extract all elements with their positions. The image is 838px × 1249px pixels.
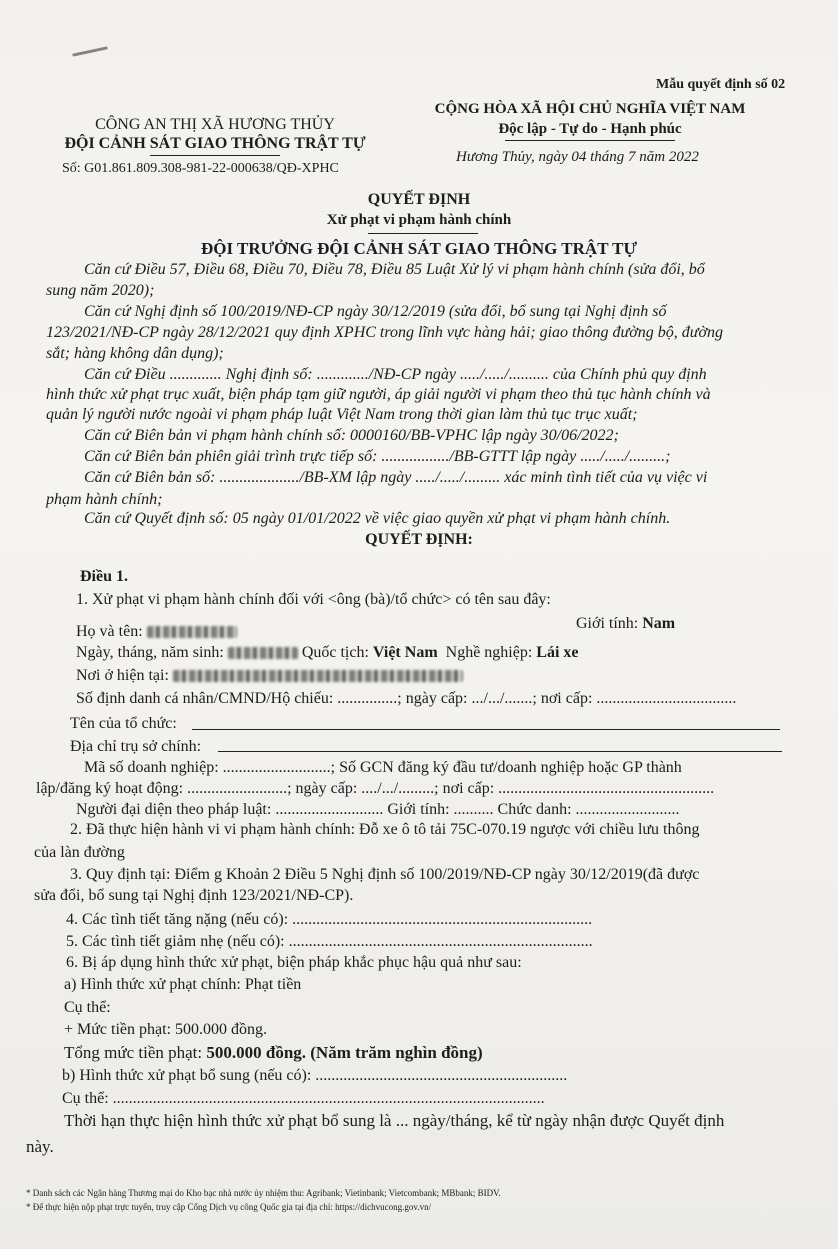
title-underline: [368, 233, 478, 234]
gender-value: Nam: [642, 615, 676, 632]
id-line: Số định danh cá nhân/CMND/Hộ chiếu: ...............; ngày cấp: .../.../.......; nơi cấp: ...................................: [76, 690, 737, 707]
item-2-line-2: của làn đường: [34, 844, 125, 861]
item-1: 1. Xử phạt vi phạm hành chính đối với <ông (bà)/tổ chức> có tên sau đây:: [76, 591, 551, 608]
ground-line: Căn cứ Biên bản phiên giải trình trực tiếp số: ................./BB-GTTT lập ngày ...../...../.........;: [84, 448, 671, 465]
item-3-line-2: sửa đổi, bổ sung tại Nghị định 123/2021/NĐ-CP).: [34, 887, 354, 904]
doc-subtitle: Xử phạt vi phạm hành chính: [326, 212, 512, 228]
agency-underline: [150, 155, 280, 156]
ground-line: Căn cứ Nghị định số 100/2019/NĐ-CP ngày 30/12/2019 (sửa đổi, bổ sung tại Nghị định số: [84, 303, 667, 320]
biz-line-1: Mã số doanh nghiệp: ...........................; Số GCN đăng ký đầu tư/doanh nghiệp hoặc GP thành: [84, 759, 682, 776]
ground-line: Căn cứ Điều ............. Nghị định số: ............./NĐ-CP ngày ...../...../.......... của Chính phủ quy định: [84, 366, 707, 383]
ground-line: Căn cứ Biên bản số: ..................../BB-XM lập ngày ...../...../......... xác minh tình tiết của vụ việc vi: [84, 469, 708, 486]
org-row: [70, 714, 177, 734]
hq-label: Địa chỉ trụ sở chính:: [70, 738, 202, 755]
agency-name: CÔNG AN THỊ XÃ HƯƠNG THỦY: [95, 116, 335, 133]
fine-line: + Mức tiền phạt: 500.000 đồng.: [64, 1021, 268, 1038]
ground-line: sắt; hàng không dân dụng);: [46, 345, 224, 362]
ground-line: hình thức xử phạt trục xuất, biện pháp tạm giữ người, áp giải người vi phạm theo thủ tục hành chính và: [46, 386, 711, 403]
item-5: 5. Các tình tiết giảm nhẹ (nếu có): ............................................................................: [66, 933, 593, 950]
ground-line: sung năm 2020);: [46, 282, 155, 299]
specific-2: Cụ thể: ............................................................................................................: [62, 1090, 545, 1107]
org-label: Tên của tổ chức:: [70, 715, 177, 732]
total-amount: 500.000 đồng. (Năm trăm nghìn đồng): [206, 1043, 483, 1062]
item-6a: a) Hình thức xử phạt chính: Phạt tiền: [64, 976, 302, 993]
redacted-name: [147, 626, 237, 638]
total-label: Tổng mức tiền phạt:: [64, 1043, 203, 1062]
state-motto: Độc lập - Tự do - Hạnh phúc: [498, 121, 682, 137]
item-3-line-1: 3. Quy định tại: Điểm g Khoản 2 Điều 5 Nghị định số 100/2019/NĐ-CP ngày 30/12/2019(đã được: [70, 866, 700, 883]
job-value: Lái xe: [536, 644, 579, 661]
state-name: CỘNG HÒA XÃ HỘI CHỦ NGHĨA VIỆT NAM: [434, 101, 746, 117]
address-row: [76, 666, 463, 686]
item-6: 6. Bị áp dụng hình thức xử phạt, biện pháp khắc phục hậu quả như sau:: [66, 954, 522, 971]
footnote-online-payment: * Để thực hiện nộp phạt trực tuyến, truy cập Cổng Dịch vụ công Quốc gia tại địa chỉ: https://dichvucong.gov.vn/: [26, 1202, 432, 1212]
item-4: 4. Các tình tiết tăng nặng (nếu có): ...........................................................................: [66, 911, 593, 928]
hq-line: [218, 751, 782, 752]
redacted-dob: [228, 647, 298, 659]
dob-row: [76, 643, 579, 663]
hq-row: [70, 737, 201, 757]
gender-label: Giới tính:: [576, 615, 639, 632]
org-line: [192, 729, 780, 730]
item-6b: b) Hình thức xử phạt bổ sung (nếu có): ...............................................................: [62, 1067, 568, 1084]
motto-underline: [505, 140, 675, 141]
agency-unit: ĐỘI CẢNH SÁT GIAO THÔNG TRẬT TỰ: [64, 135, 366, 152]
ground-line: Căn cứ Quyết định số: 05 ngày 01/01/2022 về việc giao quyền xử phạt vi phạm hành chính.: [84, 510, 671, 527]
duration-line-2: này.: [26, 1137, 54, 1156]
job-label: Nghề nghiệp:: [445, 644, 533, 661]
nationality-label: Quốc tịch:: [301, 644, 369, 661]
article-heading: Điều 1.: [80, 568, 128, 585]
decision-number: Số: G01.861.809.308-981-22-000638/QĐ-XPHC: [62, 161, 339, 176]
ground-line: phạm hành chính;: [46, 491, 163, 508]
total-row: [64, 1042, 483, 1063]
redacted-address: [173, 670, 463, 682]
footnote-banks: * Danh sách các Ngân hàng Thương mại do Kho bạc nhà nước ủy nhiệm thu: Agribank; Vietinbank; Vietcombank; MBbank; BIDV.: [26, 1188, 501, 1198]
gender-row: [576, 614, 675, 634]
issue-date: Hương Thủy, ngày 04 tháng 7 năm 2022: [456, 149, 699, 165]
biz-line-2: lập/đăng ký hoạt động: .........................; ngày cấp: ..../.../.........; nơi cấp: ......................................................: [36, 780, 715, 797]
ground-line: Căn cứ Biên bản vi phạm hành chính số: 0000160/BB-VPHC lập ngày 30/06/2022;: [84, 427, 619, 444]
representative-line: Người đại diện theo pháp luật: ........................... Giới tính: .......... Chức danh: ..........................: [76, 801, 680, 818]
ground-line: 123/2021/NĐ-CP ngày 28/12/2021 quy định XPHC trong lĩnh vực hàng hải; giao thông đường bộ, đường: [46, 324, 724, 341]
item-2-line-1: 2. Đã thực hiện hành vi vi phạm hành chính: Đỗ xe ô tô tải 75C-070.19 ngược với chiều lưu thông: [70, 821, 700, 838]
decides-heading: QUYẾT ĐỊNH:: [365, 531, 473, 548]
name-label: Họ và tên:: [76, 623, 143, 640]
nationality-value: Việt Nam: [372, 644, 438, 661]
address-label: Nơi ở hiện tại:: [76, 667, 169, 684]
duration-line-1: Thời hạn thực hiện hình thức xử phạt bổ sung là ... ngày/tháng, kể từ ngày nhận được Quyết định: [64, 1111, 725, 1130]
name-row: [76, 622, 237, 642]
doc-title: QUYẾT ĐỊNH: [367, 191, 471, 208]
dob-label: Ngày, tháng, năm sinh:: [76, 644, 224, 661]
form-number: Mẫu quyết định số 02: [656, 77, 786, 92]
ground-line: Căn cứ Điều 57, Điều 68, Điều 70, Điều 78, Điều 85 Luật Xử lý vi phạm hành chính (sửa đổi, bổ: [84, 261, 705, 278]
specific-label: Cụ thể:: [64, 999, 111, 1016]
ground-line: quản lý người nước ngoài vi phạm pháp luật Việt Nam trong thời gian làm thủ tục trục xuất;: [46, 406, 638, 423]
issuer-title: ĐỘI TRƯỞNG ĐỘI CẢNH SÁT GIAO THÔNG TRẬT TỰ: [200, 239, 638, 258]
pen-mark: [72, 46, 108, 56]
